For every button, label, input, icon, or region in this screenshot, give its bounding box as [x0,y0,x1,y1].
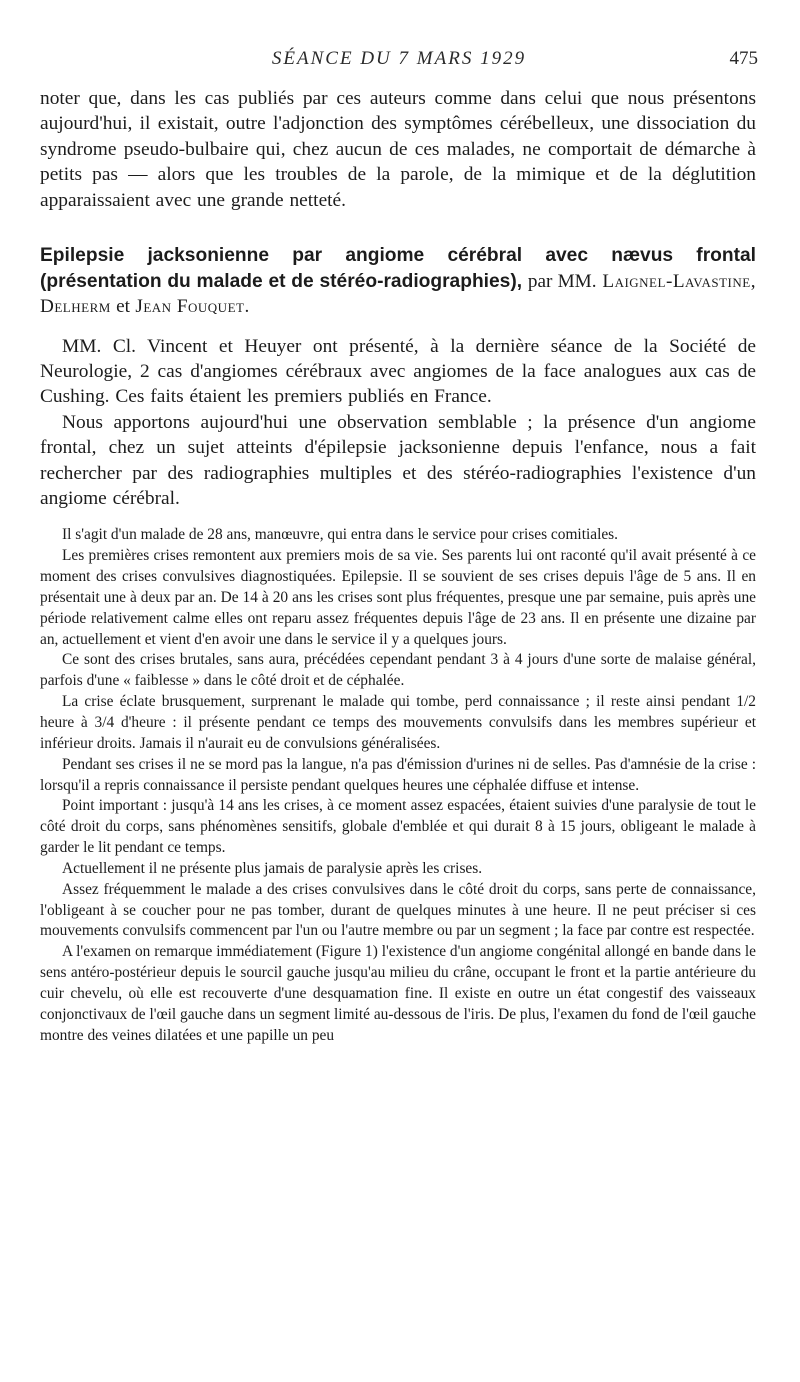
section-last-author: Jean Fouquet. [135,296,250,318]
main-text [40,334,756,512]
main-paragraph: Nous apportons aujourd'hui une observation semblable ; la présence d'un angiome frontal, chez un sujet atteints d'épilepsie jacksonienne depuis l'enfance, nous a fait rechercher par des radiographies multiples et des stéréo-radiographies l'existence d'un angiome cérébral. [40,411,756,509]
page-number: 475 [729,48,758,69]
observation-paragraph: Les premières crises remontent aux premiers mois de sa vie. Ses parents lui ont raconté qu'il avait présenté à ce moment des crises convulsives diagnostiquées. Epilepsie. Il se souvient de ses crises depuis l'âge de 5 ans. Il en présentait une à deux par an. De 14 à 20 ans les crises sont plus fréquentes, presque une par semaine, puis après une période relativement calme elles ont reparu assez fréquentes depuis l'âge de 23 ans. Il en présente une dizaine par an, actuellement et vient d'en avoir une dans le service il y a quelques jours. [40,547,756,648]
page-body [40,86,756,1046]
section-and: et [116,296,131,318]
observation-paragraph: Pendant ses crises il ne se mord pas la langue, n'a pas d'émission d'urines ni de selles. Pas d'amnésie de la crise : lorsqu'il a repris connaissance il persiste pendant quelques heures une céphalée diffuse et intense. [40,755,756,794]
observation-paragraph: Point important : jusqu'à 14 ans les crises, à ce moment assez espacées, étaient suivies d'une paralysie de tout le côté droit du corps, sans phénomènes sensitifs, globale d'emblée et qui durait 8 à 15 jours, obligeant le malade à garder le lit pendant ce temps. [40,797,756,857]
observation-paragraph: La crise éclate brusquement, surprenant le malade qui tombe, perd connaissance ; il reste ainsi pendant 1/2 heure à 3/4 d'heure : il présente pendant ce temps des mouvements convulsifs dans les membres supérieur et inférieur droits. Jamais il n'aurait eu de convulsions généralisées. [40,693,756,752]
section-authors: Laignel-Lavastine, Delherm [40,270,756,318]
observation-paragraph: Actuellement il ne présente plus jamais de paralysie après les crises. [62,859,483,877]
observation-paragraph: Ce sont des crises brutales, sans aura, précédées cependant pendant 3 à 4 jours d'une sorte de malaise général, parfois d'une « faiblesse » dans le côté droit et de céphalée. [40,651,756,690]
section-heading [40,243,756,320]
observation-paragraph: Assez fréquemment le malade a des crises convulsives dans le côté droit du corps, sans perte de connaissance, l'obligeant à se coucher pour ne pas tomber, durant de quelques minutes à une heure. Il ne peut préciser si ces mouvements convulsifs commencent par l'un ou l'autre membre ou par un segment ; la face par contre est respectée. [40,880,756,940]
observation-text [40,525,756,1046]
main-paragraph: MM. Cl. Vincent et Heuyer ont présenté, à la dernière séance de la Société de Neurologie, 2 cas d'angiomes cérébraux avec angiomes de la face analogues aux cas de Cushing. Ces faits étaient les premiers publiés en France. [40,335,756,408]
page-header [40,48,758,76]
intro-paragraph: noter que, dans les cas publiés par ces auteurs comme dans celui que nous présentons aujourd'hui, il existait, outre l'adjonction des symptômes cérébelleux, une dissociation du syndrome pseudo-bulbaire qui, chez aucun de ces malades, ne comportait de démarche à petits pas — alors que les troubles de la parole, de la mimique et de la déglutition apparaissaient avec une grande netteté. [40,88,756,211]
observation-paragraph: A l'examen on remarque immédiatement (Figure 1) l'existence d'un angiome congénital allongé en bande dans le sens antéro-postérieur depuis le sourcil gauche jusqu'au milieu du crâne, occupant le front et la partie antérieure du cuir chevelu, où elle est recouverte d'une desquamation fine. Il existe en outre un état congestif des vaisseaux conjonctivaux de l'œil gauche dans un segment limité au-dessous de l'iris. De plus, l'examen du fond de l'œil gauche montre des veines dilatées et une papille un peu [40,943,756,1044]
section-by: par MM. [527,270,597,292]
running-title: SÉANCE DU 7 MARS 1929 [271,48,527,69]
observation-paragraph: Il s'agit d'un malade de 28 ans, manœuvre, qui entra dans le service pour crises comitiales. [62,526,619,544]
section-title: Epilepsie jacksonienne par angiome cérébral avec nævus frontal (présentation du malade et de stéréo-radiographies), [40,245,756,292]
